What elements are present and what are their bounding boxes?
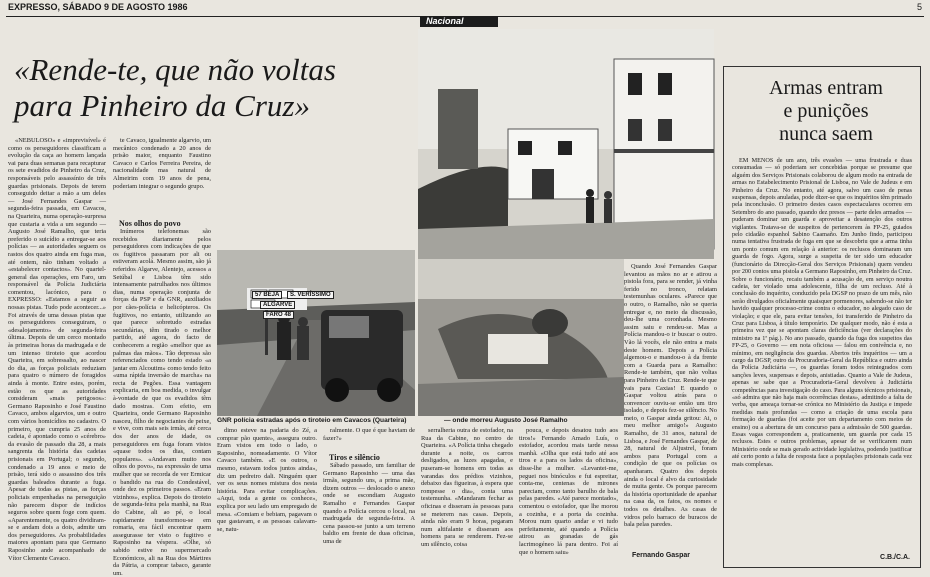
subheading-nos-olhos: Nos olhos do povo <box>119 219 181 228</box>
photo-caption-left: GNR polícia estradas após o tiroteio em Cavacos (Quarteira) <box>217 417 407 424</box>
photo-body-ground <box>418 259 624 416</box>
sidebar-title <box>738 77 914 146</box>
sidebar-title-line-2: e punições <box>783 100 869 122</box>
article-text: Sábado passado, um familiar de Germano Raposinho — uma das irmãs, segundo uns, a prima mãe, dizem outros — deslocado o anexo onde se escondiam Augusto Ramalho e Fernandes Gaspar quando a Polícia cercou o local, na madrugada de segunda-feira. A cena passou-se junto a um terreno baldio em frente de duas oficinas, uma de <box>323 462 415 545</box>
article-text: ralmente. O que é que haviam de fazer?» <box>323 427 415 442</box>
headline-line-2: para Pinheiro da Cruz» <box>14 88 310 123</box>
sidebar-title-line-3: nunca saem <box>779 123 873 145</box>
sidebar-signature: C.B./C.A. <box>880 554 910 561</box>
sidebar-text: EM MENOS de um ano, três evasões — uma frustrada e duas consumadas — só poderiam ser concebidas porque se presume que alguém dos Serviços Prisionais colaborou de algum modo na entrada de armas no Estabelecimento Prisional de Lisboa, no Vale de Judeus e em Pinheiro da Cruz. No entanto, até agora, salvo um caso de penas suspensas, depois anuladas, pode dizer-se que os inquéritos têm primado pela inconclusão. O primeiro destes casos espectaculares ocorreu em Setembro do ano passado, quando dez presos — parte deles armados — puderam dominar um guarda e aproveitar a desatenção dos outros vigilantes. Tratava-se de suspeitos de pertencerem às FP-25, guiados pelo cidadão espanhol Sabino Caamaño. Em Junho findo, participou numa tentativa frustrada de fuga em que se descobriu que a arma tinha um ponto comum em relação à anterior: os reclusos dominaram um guarda de fogo. Agora, surge a suspeita de ter sido um educador (funcionário da Direcção-Geral dos Serviços Prisionais) quem vendeu por 200 contos uma pistola a Germano Raposinho, em Pinheiro da Cruz. Sobre o funcionário, recaiu também a acusação de, em serviço noutra cadeia, ter violado uma adolescente, filha de um recluso. Até à conclusão do inquérito, conduzido pela DGSP no prazo de um mês, não serão divulgados oficialmente quaisquer pormenores, sabendo-se não ter havido qualquer processo-crime contra o educador, no alegado caso de violação; e que ele, para evitar tensões, foi transferido de Pinheiro da Cruz para Lisboa, à título temporário. De qualquer modo, não é esta a primeira vez que se apontam claras deficiências (ver declarações do ministro na 1ª pág.). No ano passado, quando da fuga dos suspeitos das FP-25, o Governo — em nota oficiosa — falou em conivência e, no mínimo, em negligência dos guardas. Abertos três inquéritos — um a cargo da DGSP, outro da Procuradoria-Geral da República e outro ainda da Polícia Judiciária —, os guardas foram todos reintegrados com sanções leves, suspensas e depois, anistiadas. Quanto a Vale de Judeus, apenas se sabe que a Procuradoria-Geral devolveu à Judiciária competências para investigação do caso. Para alguns técnicos prisionais, «só admira que não haja mais ocorrências destas», admitindo a falta de verba, que ameaça tornar-se crónica no Ministério da Justiça e impede medidas mais profundas — como a criação de uma escola para formação de guardas (foi aceite por um departamento com meios de ensino) ou a abertura de um concurso para a admissão de 500 guardas. Essas vagas correspondem a, praticamente, um guarda por cada 15 reclusos. Estes e outros problemas, apesar de se verificarem num Ministério onde se mais gerado actividade legislativa, podendo justificar até certo ponto a falta de resposta face a populações prisionais cada vez mais complexas. <box>732 157 912 468</box>
article-text: dimo esteve na padaria do Zé, a comprar pão quente», assegura outro. Eram vistos em todo o lado, o Raposinho, nomeadamente. O Vítor Cavaco também. «E os outros, o mesmo, estavam todos juntos ainda», diz um pedreiro dali. Ninguém quer ver os seus nomes mistura dos nesta história. Para evitar complicações. «Aqui, toda a gente os conhece», explica por seu lado um empregado de mesa. «Comiam e bebiam, pagavam o que gastavam, e as pessoas calavam-se, natu- <box>217 427 317 533</box>
sidebar-box <box>723 66 921 568</box>
article-text: te Cavaco, igualmente algarvio, um mecânico condenado a 20 anos de prisão maior, enquanto Faustino Cavaco e Carlos Ferreira Pereira, de nacionalidade mas natural de Almeirim com 19 anos de pena, poderiam integrar o segundo grupo. <box>113 137 211 190</box>
article-column-4b <box>323 462 415 567</box>
article-column-7 <box>624 263 717 548</box>
article-column-5 <box>421 427 513 567</box>
article-text: serralheria outra de estofador, na Rua da Cabine, no centro de Quarteira. «A Polícia tinha chegado durante a noite, os carros desligados, as luzes apagadas, e puseram-se homens em todas as varandas dos prédios vizinhos, debaixo das figueiras, à espera que rompesse o dia», conta uma testemunha. «Mandaram fechar as oficinas e disseram às pessoas para se meterem nas casas. Depois, ainda não eram 9 horas, pegaram num altifalante e disseram aos homens para se renderem. Fez-se um silêncio, coisa <box>421 427 513 548</box>
article-column-3 <box>217 427 317 567</box>
subheading-tiros: Tiros e silêncio <box>329 453 380 462</box>
sign-s-verissimo: S. VERÍSSIMO <box>287 291 334 299</box>
article-text: pouca, e depois desatou tudo aos tiros!» Fernando Amado Luís, o estofador, acordou mais tarde nessa manhã. «Olha que está tudo até aos tiros e a para os lados da oficina», disse-lhe a mulher. «Levantei-me, peguei nos binóculos e fui espreitar, conta-me, centenas de mirones pareciam, como tanto barulho de bala pelas paredes. «Até parece montado», comentou o estofador, que lhe morou a cozinha, e a porta da cozinha. Morou num quarto andar e vi tudo perfeitamente, até quando a Polícia atirou as granadas de gás lacrimogéneo lá para dentro. Foi aí que o homem saiu» <box>519 427 618 556</box>
headline-line-1: «Rende-te, que não voltas <box>14 52 336 87</box>
section-label: Nacional <box>420 16 498 27</box>
sidebar-title-line-1: Armas entram <box>769 77 883 99</box>
article-text: Inúmeros telefonemas são recebidos diariamente pelos perseguidores com indicações de que os fugitivos passaram por ali ou estiveram acolá. Mesmo assim, são já referidos Algarve, Alentejo, acessos a Setúbal e Lisboa têm sido intensamente patrulhados nos últimos dias, numa operação conjunta de forças da PSP e da GNR, auxiliados por cães-polícia e helicópteros. Os fugitivos, no entanto, utilizando ao que parece sobretudo estradas secundárias, têm tirado o melhor partido, até agora, do facto de conhecerem a região «melhor que as palmas das mãos». Tão depressa são referenciados como tendo estado «a jantar em Alcoutim» como tendo feito «uma rápida inversão de marcha» na recta de Pegões. Essa vantagem explicaria, em boa medida, o invulgar à-vontade de que os evadidos têm dado mostras. Com efeito, em Quarteira, onde Germano Raposinho nasceu, filho de negociantes de peixe, e vive, com mais seis irmãs, até cerca dos der anos de idade, os perseguidores em fuga foram vistos «quase todos os dias, contam populares». «Andavam muito nos olhos do povo», na expressão de uma mulher que se recorda de ver Ermicar o bandido na rua do Condestável, onde dez os primeiros passos. «Eram vizinhos», explica. Depois do tiroteio de segunda-feira pela manhã, na Rua do Cabine, ali ao pé, o local rapidamente transformou-se em romaria, era fácil encontrar quem assegurasse ter visto o fugitivo e Raposinho na véspera. «Olhe, só sabido estive no supermercado Económicos, ali na Rua dos Mártires da Pátria, a comprar tabaco, garante um. <box>113 228 211 577</box>
article-column-2a <box>113 137 211 213</box>
headline <box>14 52 414 124</box>
article-column-6 <box>519 427 618 556</box>
photo-caption-right: — onde morreu Augusto José Ramalho <box>444 417 568 424</box>
sign-beja: 57 BEJA <box>252 291 282 299</box>
article-text: Quando José Fernandes Gaspar levantou as mãos no ar e atirou a pistola fora, para se render, já vinha ferido no tronco, relatam testemunhas oculares. «Parece que o outro, o Ramalho, não se queria entregar e, no meio da discussão, deu-lhe uma coronhada. Mesmo assim saiu e rendeu-se. Mas a Polícia mandou-o ir buscar o outro. Vão lá vocês, ele não entra a mais deste homem. Depois a Polícia algemou-o e mandou-o à da frente com a Guarda para a Ramalho: Rende-te também, que não voltas para Pinheiro da Cruz. Rende-te que vais para Caxias! E quando o Gaspar voltou atrás para o convencer ouviu-se então um tiro isolado, e depois fez-se silêncio. No meio, o Gaspar ainda gritou: Ai, o meu melhor amigo!» Augusto Ramalho, de 31 anos, natural de Lisboa, e José Fernandes Gaspar, de 28, natural de Aljustrel, foram ambos para Portugal com a condição de que os polícias os apanharam. Quatro dos depois ainda o local é alvo da curiosidade de muita gente. Os porque parecem da história oportunidade de apanhar na casa da, os fatos, os nomes e todos os detalhes. As casas de vidros pelo barraco de buracos de bala pelas paredes. <box>624 263 717 529</box>
article-column-1 <box>8 137 106 569</box>
photo-police-road <box>217 250 415 416</box>
byline: Fernando Gaspar <box>632 552 690 559</box>
sidebar-body <box>732 157 912 547</box>
sign-faro: FARO 48 <box>263 311 294 319</box>
article-column-2b <box>113 228 211 577</box>
newspaper-dateline: EXPRESSO, SÁBADO 9 DE AGOSTO 1986 <box>8 2 188 12</box>
photo-street-buildings <box>418 29 714 259</box>
page-number: 5 <box>916 2 922 12</box>
article-text: «NEBULOSO» e «imprevisível» é como os perseguidores classificam a evolução da caça ao homem lançada vai para duas semanas para recapturar os sete evadidos de Pinheiro da Cruz, responsáveis pelo assassínio de três guardas prisionais. Depois de terem conseguido deitar a mão a um deles — José Fernandes Gaspar — segunda-feira passada, em Cavacos, na Quarteira, numa operação-surpresa que custaria a vida a um segundo — Augusto José Ramalho, que teria preferido o suicídio a entregar-se aos polícias — as autoridades seguem os rastos dos quatro ainda em fuga mas, até ontem, não tinham voltado a «estabelecer contactos». No quartel-general das operações, em Faro, um responsável da Polícia Judiciária comentou, lacónico, para o EXPRESSO: «Estamos a seguir as nossas pistas. Tudo pode acontecer...» Foi através de uma dessas pistas que os perseguidores conseguiram, o «desalojamento» de segunda-feira última. Depois de um cerco montado às primeiras horas da madrugada e de um intenso tiroteio que acordou Quarteira, em sobressalto, ao nascer do dia, as forças policiais reduziam para quatro o número de foragidos ainda à monte. Entre estes, porém, estão os que as autoridades consideram «mais perigosos»: Germano Raposinho e José Faustino Cavaco, ambos algarvios, um e outro com vários homicídios no cadastro. O primeiro, que cumpria 25 anos de cadeia, é apontado como o «cérebro» da evasão de passado dia 28, a mais sangrenta da história das cadeias prisionais em Portugal; o segundo, condenado a 19 anos e meio de prisão, terá sido o assassino dos três guardas baleados durante a fuga. Apesar de todas as pistas, as forças policiais empenhadas na perseguição não parecem dispor de indícios seguros sobre quem foge com quem. «Aparentemente, os quatro dividiram-se e andam dois a dois, admite um dos perseguidores. As probabilidades maiores apontam para que Germano Raposinho ande acompanhado de Vítor Clemente Cavaco. <box>8 137 106 562</box>
article-column-4a <box>323 427 415 453</box>
sign-algarve: ALGARVE <box>260 301 295 309</box>
